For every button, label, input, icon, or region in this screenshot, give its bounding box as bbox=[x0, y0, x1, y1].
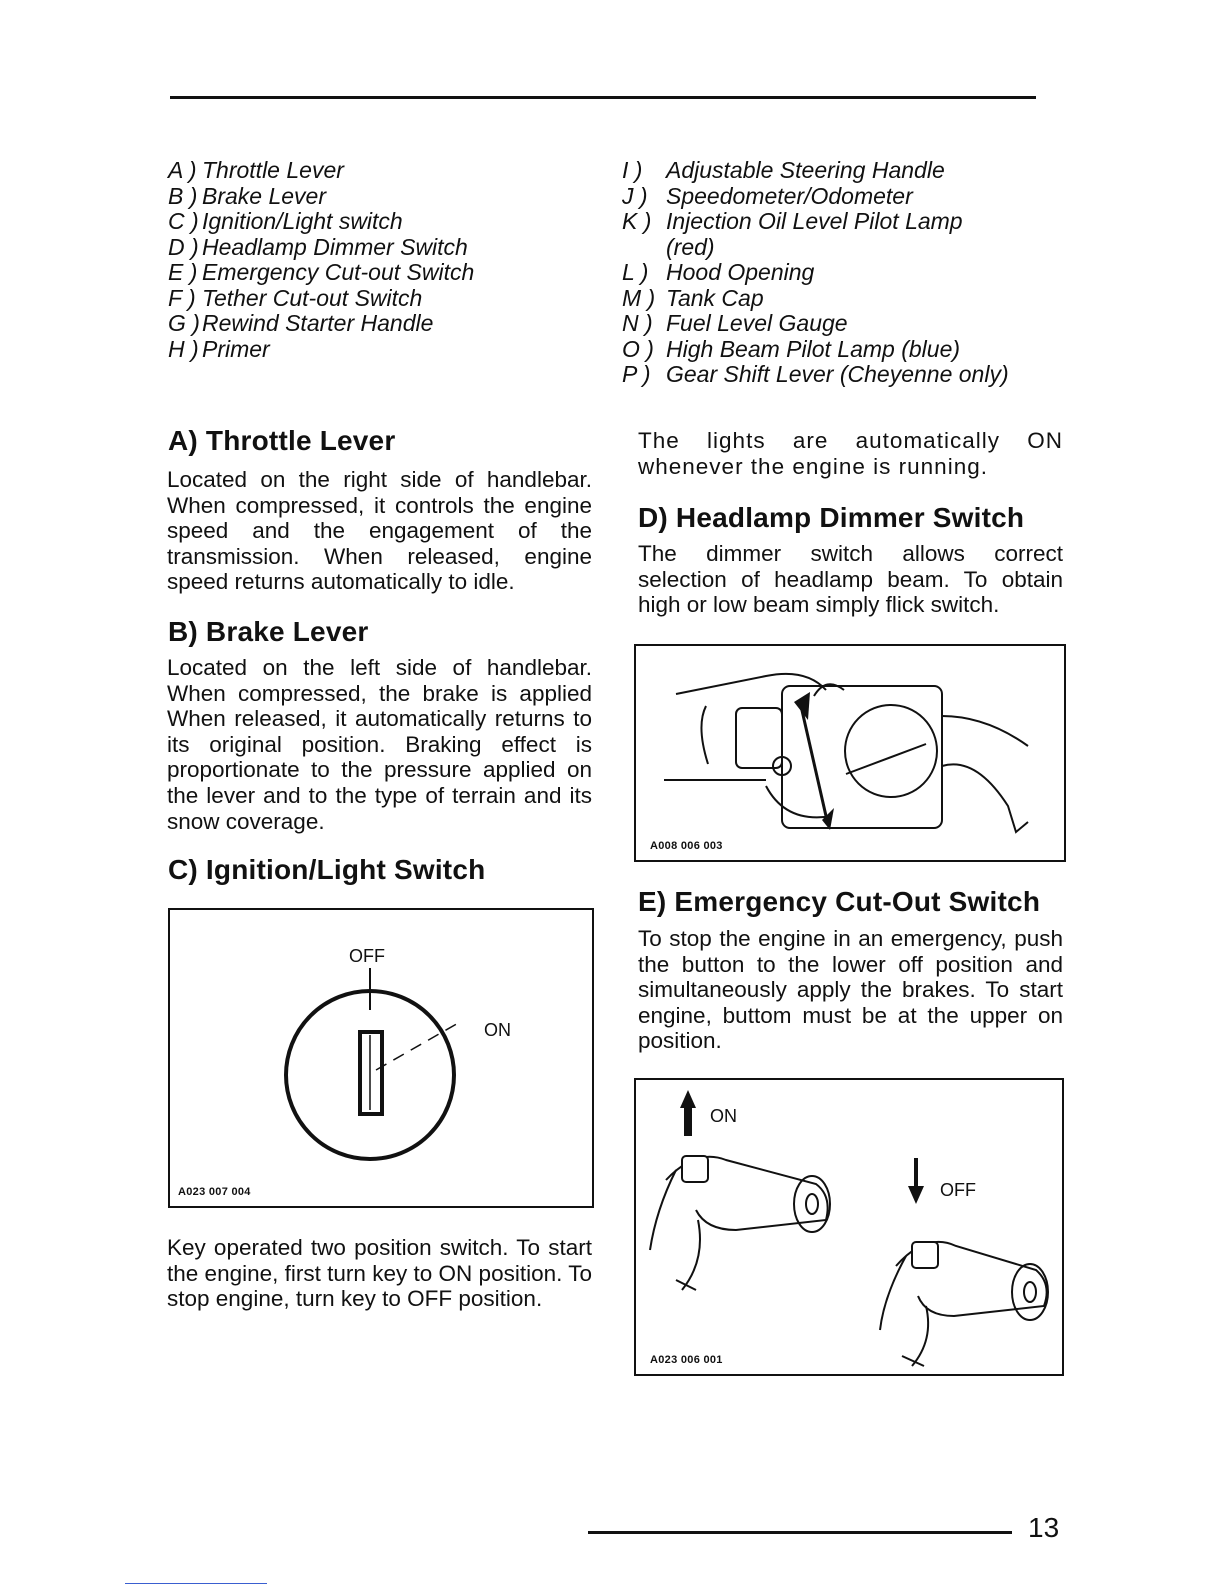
legend-key: K ) bbox=[622, 208, 652, 234]
legend-item-left bbox=[168, 286, 588, 312]
legend-item-right bbox=[622, 311, 1062, 337]
heading-throttle-lever: A) Throttle Lever bbox=[168, 425, 396, 456]
legend-text: Hood Opening bbox=[666, 259, 815, 285]
legend-item-left bbox=[168, 311, 588, 337]
throttle-lever-text: Located on the right side of handlebar. When compressed, it controls the engine speed and the engagement of the transmission. When released, engine speed returns automatically to idle. bbox=[167, 467, 592, 595]
ignition-switch-text: Key operated two position switch. To start the engine, first turn key to ON position. To stop engine, turn key to OFF position. bbox=[167, 1235, 592, 1312]
top-rule bbox=[170, 96, 1036, 99]
legend-key: O ) bbox=[622, 335, 654, 362]
legend-item-right bbox=[622, 209, 1062, 235]
ignition-on-label: ON bbox=[484, 1020, 511, 1040]
legend-text: Ignition/Light switch bbox=[202, 208, 403, 234]
legend-item-left bbox=[168, 184, 588, 210]
legend-item-right bbox=[622, 158, 1062, 184]
emergency-off-label: OFF bbox=[940, 1180, 976, 1200]
ignition-switch-figure bbox=[168, 908, 594, 1208]
emergency-switch-drawing bbox=[636, 1080, 1062, 1374]
legend-text: Rewind Starter Handle bbox=[202, 310, 434, 336]
ignition-switch-drawing bbox=[170, 910, 592, 1206]
dimmer-figure-code: A008 006 003 bbox=[650, 840, 723, 852]
legend-item-left bbox=[168, 337, 588, 363]
heading-brake-lever: B) Brake Lever bbox=[168, 616, 369, 647]
brake-lever-text: Located on the left side of handlebar. When compressed, the brake is applied When released, it automatically returns to its original position. Braking effect is proportionate to the pressure applied on the lever and to the type of terrain and its snow coverage. bbox=[167, 655, 592, 834]
legend-text: Tether Cut-out Switch bbox=[202, 284, 423, 311]
page-number: 13 bbox=[1028, 1512, 1060, 1543]
legend-text: Tank Cap bbox=[666, 284, 764, 311]
legend-item-right bbox=[622, 260, 1062, 286]
legend-text: Emergency Cut-out Switch bbox=[202, 259, 475, 285]
legend-item-right bbox=[622, 184, 1062, 210]
legend-item-left bbox=[168, 209, 588, 235]
legend-right bbox=[622, 158, 1062, 388]
legend-text: High Beam Pilot Lamp (blue) bbox=[666, 335, 961, 362]
legend-key: P ) bbox=[622, 361, 651, 387]
legend-key: I ) bbox=[622, 157, 643, 183]
legend-item-left bbox=[168, 235, 588, 261]
legend-key: C ) bbox=[168, 208, 199, 234]
ignition-off-label: OFF bbox=[349, 946, 385, 966]
bottom-rule bbox=[588, 1531, 1012, 1534]
emergency-switch-figure bbox=[634, 1078, 1064, 1376]
emergency-figure-code: A023 006 001 bbox=[650, 1354, 723, 1366]
legend-text: Injection Oil Level Pilot Lamp bbox=[666, 208, 963, 234]
legend-item-left bbox=[168, 158, 588, 184]
legend-key: E ) bbox=[168, 259, 198, 285]
legend-key: D ) bbox=[168, 233, 199, 260]
legend-key: N ) bbox=[622, 310, 653, 336]
heading-ignition-switch: C) Ignition/Light Switch bbox=[168, 854, 486, 885]
ignition-figure-code: A023 007 004 bbox=[178, 1186, 251, 1198]
legend-text: Primer bbox=[202, 335, 270, 362]
heading-headlamp-dimmer: D) Headlamp Dimmer Switch bbox=[638, 502, 1025, 533]
legend-item-right bbox=[622, 337, 1062, 363]
footer-link-line bbox=[125, 1583, 267, 1584]
legend-text: Speedometer/Odometer bbox=[666, 182, 913, 209]
legend-key: J ) bbox=[622, 182, 648, 209]
lights-text: The lights are automatically ON whenever the engine is running. bbox=[638, 428, 1063, 479]
legend-key: A ) bbox=[168, 157, 197, 183]
legend-text: Headlamp Dimmer Switch bbox=[202, 233, 468, 260]
emergency-on-label: ON bbox=[710, 1106, 737, 1126]
legend-text: Adjustable Steering Handle bbox=[666, 157, 945, 183]
emergency-cutout-text: To stop the engine in an emergency, push the button to the lower off position and simultaneously apply the brakes. To start engine, buttom must be at the upper on position. bbox=[638, 926, 1063, 1054]
legend-text: Fuel Level Gauge bbox=[666, 310, 848, 336]
legend-key: L ) bbox=[622, 259, 649, 285]
legend-item-left bbox=[168, 260, 588, 286]
headlamp-dimmer-text: The dimmer switch allows correct selection of headlamp beam. To obtain high or low beam simply flick switch. bbox=[638, 541, 1063, 618]
legend-text: Throttle Lever bbox=[202, 157, 344, 183]
heading-emergency-cutout: E) Emergency Cut-Out Switch bbox=[638, 886, 1041, 917]
legend-text: Gear Shift Lever (Cheyenne only) bbox=[666, 361, 1009, 387]
dimmer-switch-drawing bbox=[636, 646, 1064, 860]
legend-item-right bbox=[622, 235, 1062, 261]
legend-key: M ) bbox=[622, 284, 656, 311]
dimmer-switch-figure bbox=[634, 644, 1066, 862]
legend-key: F ) bbox=[168, 284, 196, 311]
legend-left bbox=[168, 158, 588, 362]
legend-item-right bbox=[622, 286, 1062, 312]
legend-key: H ) bbox=[168, 335, 199, 362]
legend-item-right bbox=[622, 362, 1062, 388]
legend-text: Brake Lever bbox=[202, 182, 327, 209]
legend-key: B ) bbox=[168, 182, 198, 209]
legend-key: G ) bbox=[168, 310, 200, 336]
legend-text: (red) bbox=[666, 233, 715, 260]
